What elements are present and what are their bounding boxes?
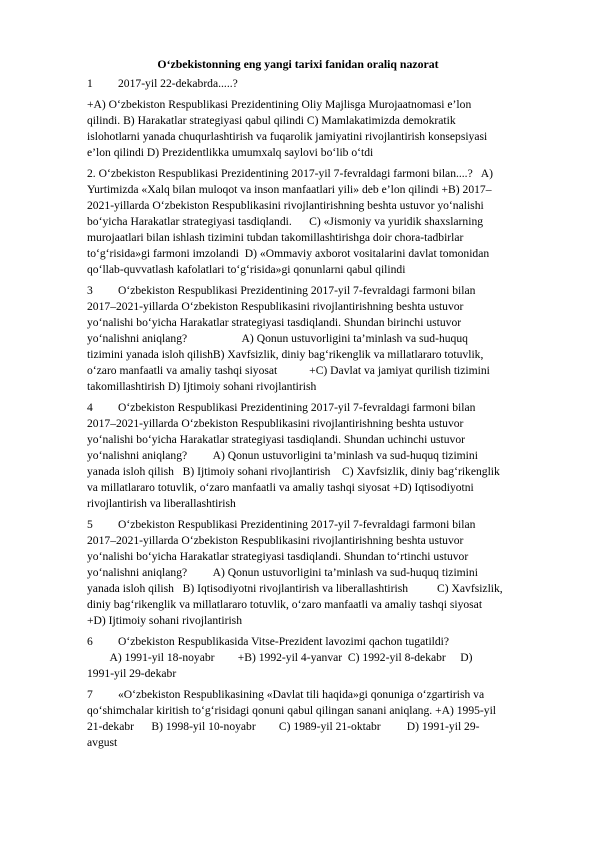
line-text: 2017–2021-yillarda O‘zbekiston Respublikasini rivojlantirishning beshta ustuvor [87,300,464,313]
question-number: 7 [87,688,93,701]
text-line [87,597,482,612]
line-text: takomillashtirish D) Ijtimoiy sohani rivojlantirish [87,380,317,393]
line-text: 21-dekabr B) 1998-yil 10-noyabr C) 1989-yil 21-oktabr D) 1991-yil 29- [87,720,480,733]
text-line [87,581,503,596]
text-line [87,464,500,479]
line-text: yanada isloh qilish B) Iqtisodiyotni rivojlantirish va liberallashtirish C) Xavfsizlik, [87,582,503,595]
question-number: 1 [87,77,93,90]
line-text: tizimini yanada isloh qilishB) Xavfsizlik, diniy bag‘rikenglik va millatlararo totuvlik, [87,348,484,361]
line-text: +D) Ijtimoiy sohani rivojlantirish [87,614,242,627]
line-text: yanada isloh qilish B) Ijtimoiy sohani rivojlantirish C) Xavfsizlik, diniy bag‘rikenglik [87,465,500,478]
text-line [87,363,490,378]
line-text: yo‘nalishi bo‘yicha Harakatlar strategiyasi tasdiqlandi. Shundan uchinchi ustuvor [87,433,465,446]
text-line [87,145,373,160]
text-line [87,331,468,346]
text-line [87,735,117,750]
text-line [87,613,242,628]
line-text: qilindi. B) Harakatlar strategiyasi qabul qilindi C) Mamlakatimizda demokratik [87,114,456,127]
text-line [87,480,474,495]
text-line [87,113,456,128]
text-line [87,299,463,314]
question-number: 6 [87,635,93,648]
line-text: rivojlantirish va liberallashtirish [87,497,236,510]
line-text: yo‘nalishni aniqlang? A) Qonun ustuvorligini ta’minlash va sud-huquq tizimini [87,449,478,462]
line-text: O‘zbekiston Respublikasi Prezidentining 2017-yil 7-fevraldagi farmoni bilan [118,284,476,297]
line-text: to‘g‘risida»gi farmoni imzolandi D) «Ommaviy axborot vositalarini davlat tomonidan [87,247,490,260]
line-text: A) 1991-yil 18-noyabr +B) 1992-yil 4-yanvar C) 1992-yil 8-dekabr D) [87,651,473,664]
line-text: islohotlarni yanada chuqurlashtirish va fuqarolik jamiyatini rivojlantirish konsepsiyasi [87,130,488,143]
text-line [87,549,468,564]
text-line [87,97,471,112]
line-text: bo‘yicha Harakatlar strategiyasi tasdiqlandi. C) «Jismoniy va yuridik shaxslarning [87,215,484,228]
line-text: +A) O‘zbekiston Respublikasi Prezidentining Oliy Majlisga Murojaatnomasi e’lon [87,98,472,111]
line-text: 2017-yil 22-dekabrda.....? [118,77,238,90]
question-line [87,283,475,298]
line-text: 2021-yillarda O‘zbekiston Respublikasini rivojlantirishning beshta ustuvor yo‘nalishi [87,199,484,212]
text-line [87,379,316,394]
line-text: e’lon qilindi D) Prezidentlikka umumxalq saylovi bo‘lib o‘tdi [87,146,374,159]
text-line [87,214,483,229]
line-text: o‘zaro manfaatli va amaliy tashqi siyosat +C) Davlat va jamiyat qurilish tizimini [87,364,490,377]
line-text: O‘zbekiston Respublikasi Prezidentining 2017-yil 7-fevraldagi farmoni bilan [118,518,476,531]
line-text: va millatlararo totuvlik, o‘zaro manfaatli va amaliy tashqi siyosat +D) Iqtisodiyotni [87,481,474,494]
line-text: 2. O‘zbekiston Respublikasi Prezidentining 2017-yil 7-fevraldagi farmoni bilan....? A) [87,167,494,180]
question-line [87,76,238,91]
line-text: qo‘shimchalar kiritish to‘g‘risidagi qonuni qabul qilingan sanani aniqlang. +A) 1995-yil [87,704,497,717]
line-text: yo‘nalishi bo‘yicha Harakatlar strategiyasi tasdiqlandi. Shundan to‘rtinchi ustuvor [87,550,469,563]
text-line [87,496,236,511]
text-line [87,230,463,245]
line-text: O‘zbekiston Respublikasida Vitse-Prezident lavozimi qachon tugatildi? [118,635,450,648]
line-text: O‘zbekiston Respublikasi Prezidentining 2017-yil 7-fevraldagi farmoni bilan [118,401,476,414]
line-text: 2017–2021-yillarda O‘zbekiston Respublikasini rivojlantirishning beshta ustuvor [87,417,464,430]
text-line [87,533,463,548]
question-number: 3 [87,284,93,297]
line-text: «O‘zbekiston Respublikasining «Davlat tili haqida»gi qonuniga o‘zgartirish va [118,688,485,701]
line-text: yo‘nalishni aniqlang? A) Qonun ustuvorligini ta’minlash va sud-huquq tizimini [87,566,478,579]
question-line [87,400,475,415]
text-line [87,198,484,213]
text-line [87,448,478,463]
text-line [87,315,461,330]
line-text: diniy bag‘rikenglik va millatlararo totuvlik, o‘zaro manfaatli va amaliy tashqi siyosat [87,598,483,611]
text-line [87,650,473,665]
text-line [87,129,487,144]
question-line [87,687,484,702]
line-text: yo‘nalishi bo‘yicha Harakatlar strategiyasi tasdiqlandi. Shundan birinchi ustuvor [87,316,462,329]
text-line [87,166,493,181]
line-text: 2017–2021-yillarda O‘zbekiston Respublikasini rivojlantirishning beshta ustuvor [87,534,464,547]
line-text: murojaatlari bilan ishlash tizimini tubdan takomillashtirishga doir chora-tadbirlar [87,231,464,244]
question-line [87,517,475,532]
question-number: 4 [87,401,93,414]
question-line [87,634,449,649]
text-line [87,262,405,277]
text-line [87,565,478,580]
text-line [87,703,496,718]
text-line [87,432,465,447]
line-text: 1991-yil 29-dekabr [87,667,177,680]
line-text: yo‘nalishni aniqlang? A) Qonun ustuvorligini ta’minlash va sud-huquq [87,332,468,345]
page-title: O‘zbekistonning eng yangi tarixi fanidan oraliq nazorat [157,57,439,71]
text-line [87,666,176,681]
question-number: 5 [87,518,93,531]
text-line [87,719,480,734]
line-text: Yurtimizda «Xalq bilan muloqot va inson manfaatlari yili» deb e’lon qilindi +B) 2017– [87,183,492,196]
line-text: avgust [87,736,118,749]
text-line [87,246,489,261]
text-line [87,182,492,197]
line-text: qo‘llab-quvvatlash kafolatlari to‘g‘risida»gi qonunlarni qabul qilindi [87,263,406,276]
text-line [87,416,463,431]
text-line [87,347,483,362]
